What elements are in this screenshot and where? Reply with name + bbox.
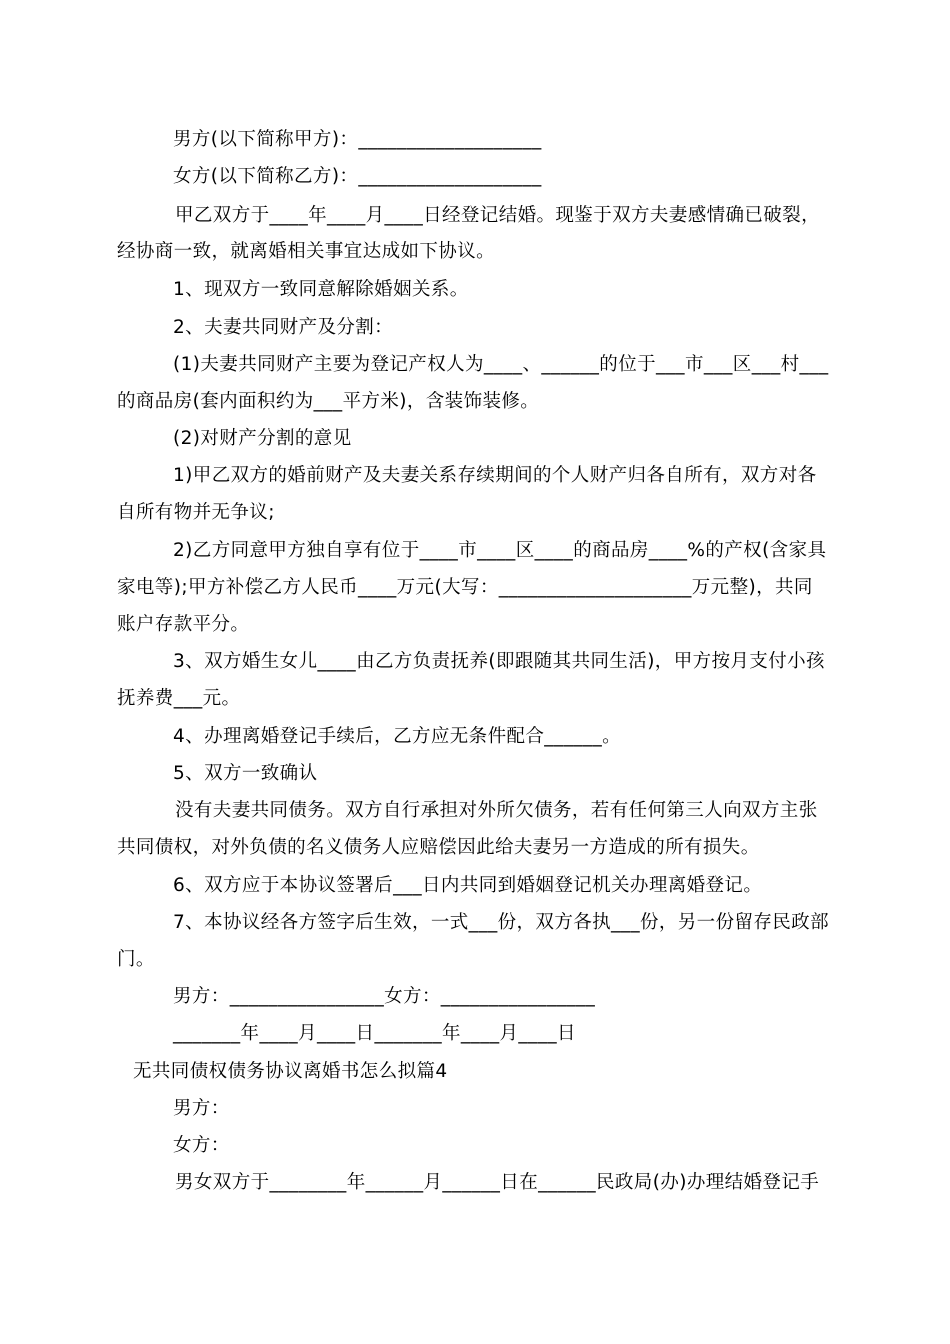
clause-5-heading: 5、双方一致确认 [173, 763, 318, 784]
clause-2-sub-2-line-1: 2)乙方同意甲方独自享有位于____市____区____的商品房____%的产权(含家具 [173, 540, 827, 561]
clause-7-line-2: 门。 [117, 949, 155, 970]
section-marriage-registration-line: 男女双方于________年______月______日在______民政局(办)办理结婚登记手 [175, 1172, 820, 1193]
clause-3-line-2: 抚养费___元。 [117, 688, 241, 709]
husband-party-line: 男方(以下简称甲方)：___________________ [173, 129, 542, 150]
wife-party-line: 女方(以下简称乙方)：___________________ [173, 166, 542, 187]
clause-5-line-2: 共同债权，对外负债的名义债务人应赔偿因此给夫妻另一方造成的所有损失。 [117, 837, 760, 858]
clause-5-line-1: 没有夫妻共同债务。双方自行承担对外所欠债务，若有任何第三人向双方主张 [175, 800, 818, 821]
clause-2-item-1-line-2: 的商品房(套内面积约为___平方米)，含装饰装修。 [117, 391, 540, 412]
intro-paragraph-line-2: 经协商一致，就离婚相关事宜达成如下协议。 [117, 241, 496, 262]
clause-2-heading: 2、夫妻共同财产及分割： [173, 317, 394, 338]
clause-4: 4、办理离婚登记手续后，乙方应无条件配合______。 [173, 726, 622, 747]
signature-date-line: _______年____月____日_______年____月____日 [173, 1023, 576, 1044]
clause-1: 1、现双方一致同意解除婚姻关系。 [173, 279, 469, 300]
clause-6: 6、双方应于本协议签署后___日内共同到婚姻登记机关办理离婚登记。 [173, 875, 763, 896]
intro-paragraph-line-1: 甲乙双方于____年____月____日经登记结婚。现鉴于双方夫妻感情确已破裂， [175, 205, 821, 226]
clause-3-line-1: 3、双方婚生女儿____由乙方负责抚养(即跟随其共同生活)，甲方按月支付小孩 [173, 651, 825, 672]
section-title: 无共同债权债务协议离婚书怎么拟篇4 [133, 1061, 448, 1082]
section-wife-line: 女方： [173, 1135, 230, 1156]
clause-2-sub-1-line-2: 自所有物并无争议; [117, 502, 275, 523]
clause-2-sub-2-line-3: 账户存款平分。 [117, 614, 250, 635]
clause-2-sub-1-line-1: 1)甲乙双方的婚前财产及夫妻关系存续期间的个人财产归各自所有，双方对各 [173, 465, 817, 486]
clause-2-item-1-line-1: (1)夫妻共同财产主要为登记产权人为____、______的位于___市___区___村___ [173, 354, 829, 375]
clause-2-item-2-heading: (2)对财产分割的意见 [173, 428, 352, 449]
clause-7-line-1: 7、本协议经各方签字后生效，一式___份，双方各执___份，另一份留存民政部 [173, 912, 829, 933]
clause-2-sub-2-line-2: 家电等);甲方补偿乙方人民币____万元(大写：____________________万元整)，共同 [117, 577, 813, 598]
section-husband-line: 男方： [173, 1098, 230, 1119]
signature-line: 男方：________________女方：________________ [173, 986, 596, 1007]
